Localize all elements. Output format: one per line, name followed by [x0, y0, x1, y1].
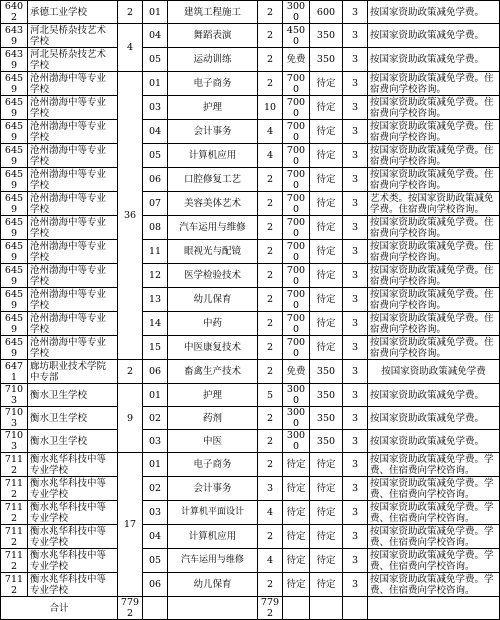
school-name: 沧州渤海中等专业学校: [28, 336, 118, 360]
note-text: 按国家资助政策减免学费。: [368, 24, 500, 48]
school-code: 6402: [1, 1, 28, 24]
major-number: 12: [143, 264, 168, 288]
school-count: 9: [118, 384, 143, 453]
fee-value: 待定: [310, 264, 343, 288]
major-number: 08: [143, 216, 168, 240]
major-length: 2: [258, 312, 283, 336]
school-code: 7103: [1, 430, 28, 453]
plan-value: 7000: [283, 312, 310, 336]
fee-value: 待定: [310, 288, 343, 312]
major-length: 2: [258, 240, 283, 264]
major-number: 15: [143, 336, 168, 360]
major-number: 13: [143, 288, 168, 312]
total-count: 7792: [118, 597, 143, 620]
school-code: 6439: [1, 48, 28, 72]
school-name: 沧州渤海中等专业学校: [28, 144, 118, 168]
major-name: 汽车运用与维修: [168, 216, 258, 240]
fee-value: 350: [310, 48, 343, 72]
fee-value: 待定: [310, 96, 343, 120]
table-row: [1, 501, 500, 525]
years-value: 3: [343, 144, 368, 168]
school-code: 7112: [1, 477, 28, 501]
major-length: 2: [258, 192, 283, 216]
years-value: 3: [343, 264, 368, 288]
years-value: 3: [343, 477, 368, 501]
fee-value: 待定: [310, 216, 343, 240]
school-name: 衡水兆华科技中等专业学校: [28, 525, 118, 549]
major-length: 2: [258, 525, 283, 549]
fee-value: 350: [310, 24, 343, 48]
major-length: 2: [258, 453, 283, 477]
note-text: 按国家资助政策减免学费。: [368, 430, 500, 453]
school-code: 6439: [1, 24, 28, 48]
major-number: 03: [143, 501, 168, 525]
school-code: 6459: [1, 120, 28, 144]
note-text: 按国家资助政策减免学费。住宿费向学校咨询。: [368, 144, 500, 168]
total-label: 合计: [1, 597, 118, 620]
major-number: 02: [143, 407, 168, 430]
major-name: 会计事务: [168, 120, 258, 144]
note-text: 按国家资助政策减免学费。学费、住宿费向学校咨询。: [368, 549, 500, 573]
table-row: [1, 192, 500, 216]
table-row: [1, 453, 500, 477]
school-name: 沧州渤海中等专业学校: [28, 96, 118, 120]
years-value: 3: [343, 501, 368, 525]
major-length: 2: [258, 72, 283, 96]
total-empty-plan: [283, 597, 310, 620]
fee-value: 350: [310, 384, 343, 407]
table-row: [1, 407, 500, 430]
fee-value: 待定: [310, 192, 343, 216]
major-name: 计算机平面设计: [168, 501, 258, 525]
years-value: 3: [343, 549, 368, 573]
years-value: 3: [343, 453, 368, 477]
note-text: 按国家资助政策减免学费。: [368, 407, 500, 430]
major-length: 4: [258, 120, 283, 144]
plan-value: 待定: [283, 501, 310, 525]
table-row: [1, 96, 500, 120]
plan-value: 3000: [283, 384, 310, 407]
table-row: [1, 216, 500, 240]
major-length: 2: [258, 360, 283, 384]
school-name: 廊坊职业技术学院中专部: [28, 360, 118, 384]
major-name: 会计事务: [168, 477, 258, 501]
note-text: 按国家资助政策减免学费。: [368, 1, 500, 24]
major-number: 01: [143, 1, 168, 24]
plan-value: 待定: [283, 477, 310, 501]
major-length: 2: [258, 168, 283, 192]
major-length: 2: [258, 336, 283, 360]
major-length: 2: [258, 216, 283, 240]
school-code: 6459: [1, 336, 28, 360]
school-code: 6459: [1, 96, 28, 120]
major-name: 中医康复技术: [168, 336, 258, 360]
fee-value: 待定: [310, 72, 343, 96]
school-code: 6459: [1, 240, 28, 264]
major-name: 护理: [168, 384, 258, 407]
school-code: 6459: [1, 192, 28, 216]
major-name: 护理: [168, 96, 258, 120]
fee-value: 待定: [310, 120, 343, 144]
table-row: [1, 312, 500, 336]
table-row: [1, 525, 500, 549]
plan-value: 7000: [283, 144, 310, 168]
total-empty-fee: [310, 597, 343, 620]
major-number: 05: [143, 549, 168, 573]
note-text: 按国家资助政策减免学费。学费、住宿费向学校咨询。: [368, 525, 500, 549]
note-text: 按国家资助政策减免学费。住宿费向学校咨询。: [368, 72, 500, 96]
major-number: 05: [143, 144, 168, 168]
school-code: 6459: [1, 168, 28, 192]
table-row: [1, 168, 500, 192]
school-name: 沧州渤海中等专业学校: [28, 240, 118, 264]
major-number: 06: [143, 573, 168, 597]
plan-value: 7000: [283, 264, 310, 288]
total-row: [1, 597, 500, 620]
years-value: 3: [343, 430, 368, 453]
plan-value: 免费: [283, 360, 310, 384]
years-value: 3: [343, 312, 368, 336]
years-value: 3: [343, 573, 368, 597]
plan-value: 待定: [283, 453, 310, 477]
major-length: 2: [258, 1, 283, 24]
note-text: 按国家资助政策减免学费。住宿费向学校咨询。: [368, 120, 500, 144]
note-text: 按国家资助政策减免学费: [368, 360, 500, 384]
plan-value: 待定: [283, 549, 310, 573]
school-code: 6459: [1, 216, 28, 240]
years-value: 3: [343, 168, 368, 192]
note-text: 按国家资助政策减免学费。学费、住宿费向学校咨询。: [368, 573, 500, 597]
table-row: [1, 72, 500, 96]
total-empty-major: [168, 597, 258, 620]
major-name: 口腔修复工艺: [168, 168, 258, 192]
major-name: 幼儿保育: [168, 573, 258, 597]
plan-value: 3000: [283, 430, 310, 453]
major-number: 01: [143, 72, 168, 96]
years-value: 3: [343, 384, 368, 407]
school-code: 7103: [1, 407, 28, 430]
school-code: 6471: [1, 360, 28, 384]
years-value: 3: [343, 336, 368, 360]
table-row: [1, 48, 500, 72]
major-number: 01: [143, 384, 168, 407]
note-text: 按国家资助政策减免学费。住宿费向学校咨询。: [368, 336, 500, 360]
major-name: 中药: [168, 312, 258, 336]
school-code: 6459: [1, 144, 28, 168]
plan-value: 7000: [283, 96, 310, 120]
table-row: [1, 549, 500, 573]
note-text: 按国家资助政策减免学费。: [368, 48, 500, 72]
total-empty-years: [343, 597, 368, 620]
major-name: 眼视光与配镜: [168, 240, 258, 264]
school-name: 衡水兆华科技中等专业学校: [28, 573, 118, 597]
major-number: 06: [143, 168, 168, 192]
years-value: 3: [343, 360, 368, 384]
major-number: 01: [143, 453, 168, 477]
fee-value: 待定: [310, 144, 343, 168]
school-code: 6459: [1, 312, 28, 336]
major-length: 2: [258, 407, 283, 430]
major-number: 04: [143, 525, 168, 549]
school-name: 衡水兆华科技中等专业学校: [28, 477, 118, 501]
table-row: [1, 288, 500, 312]
plan-value: 3000: [283, 1, 310, 24]
school-name: 衡水卫生学校: [28, 407, 118, 430]
table-row: [1, 336, 500, 360]
fee-value: 待定: [310, 549, 343, 573]
major-number: 03: [143, 430, 168, 453]
table-row: [1, 384, 500, 407]
fee-value: 600: [310, 1, 343, 24]
plan-value: 4500: [283, 24, 310, 48]
note-text: 按国家资助政策减免学费。学费、住宿费向学校咨询。: [368, 477, 500, 501]
years-value: 3: [343, 48, 368, 72]
major-name: 中医: [168, 430, 258, 453]
school-name: 承德工业学校: [28, 1, 118, 24]
fee-value: 350: [310, 430, 343, 453]
note-text: 按国家资助政策减免学费。住宿费向学校咨询。: [368, 264, 500, 288]
major-number: 04: [143, 24, 168, 48]
table-row: [1, 1, 500, 24]
major-length: 5: [258, 384, 283, 407]
fee-value: 待定: [310, 240, 343, 264]
major-number: 05: [143, 48, 168, 72]
major-length: 2: [258, 288, 283, 312]
major-length: 4: [258, 501, 283, 525]
major-name: 医学检验技术: [168, 264, 258, 288]
fee-value: 待定: [310, 453, 343, 477]
school-name: 河北吴桥杂技艺术学校: [28, 48, 118, 72]
school-name: 衡水兆华科技中等专业学校: [28, 453, 118, 477]
school-name: 沧州渤海中等专业学校: [28, 216, 118, 240]
school-code: 7112: [1, 525, 28, 549]
major-name: 汽车运用与维修: [168, 549, 258, 573]
school-name: 沧州渤海中等专业学校: [28, 288, 118, 312]
note-text: 按国家资助政策减免学费。: [368, 384, 500, 407]
total-empty-note: [368, 597, 500, 620]
major-name: 建筑工程施工: [168, 1, 258, 24]
plan-value: 7000: [283, 288, 310, 312]
major-name: 幼儿保育: [168, 288, 258, 312]
school-name: 沧州渤海中等专业学校: [28, 312, 118, 336]
school-name: 沧州渤海中等专业学校: [28, 72, 118, 96]
fee-value: 350: [310, 407, 343, 430]
major-number: 03: [143, 96, 168, 120]
years-value: 3: [343, 24, 368, 48]
note-text: 按国家资助政策减免学费。住宿费向学校咨询。: [368, 216, 500, 240]
plan-value: 7000: [283, 192, 310, 216]
school-count: 4: [118, 24, 143, 72]
note-text: 按国家资助政策减免学费。学费、住宿费向学校咨询。: [368, 501, 500, 525]
total-empty-no: [143, 597, 168, 620]
school-count: 2: [118, 360, 143, 384]
fee-value: 350: [310, 360, 343, 384]
years-value: 3: [343, 525, 368, 549]
major-number: 04: [143, 120, 168, 144]
years-value: 3: [343, 72, 368, 96]
years-value: 3: [343, 120, 368, 144]
major-length: 4: [258, 549, 283, 573]
plan-value: 3000: [283, 407, 310, 430]
school-count: 17: [118, 453, 143, 597]
school-code: 7112: [1, 573, 28, 597]
major-number: 07: [143, 192, 168, 216]
note-text: 艺术类。按国家资助政策减免学费。住宿费向学校咨询。: [368, 192, 500, 216]
note-text: 按国家资助政策减免学费。住宿费向学校咨询。: [368, 312, 500, 336]
major-length: 2: [258, 48, 283, 72]
school-count: 2: [118, 1, 143, 24]
note-text: 按国家资助政策减免学费。学费、住宿费向学校咨询。: [368, 453, 500, 477]
school-code: 7112: [1, 501, 28, 525]
fee-value: 待定: [310, 501, 343, 525]
major-name: 电子商务: [168, 453, 258, 477]
fee-value: 待定: [310, 573, 343, 597]
table-row: [1, 144, 500, 168]
plan-value: 7000: [283, 72, 310, 96]
major-name: 舞蹈表演: [168, 24, 258, 48]
table-row: [1, 430, 500, 453]
school-name: 衡水卫生学校: [28, 430, 118, 453]
plan-value: 7000: [283, 216, 310, 240]
table-row: [1, 477, 500, 501]
years-value: 3: [343, 216, 368, 240]
major-length: 3: [258, 477, 283, 501]
major-length: 2: [258, 264, 283, 288]
table-row: [1, 120, 500, 144]
table-row: [1, 240, 500, 264]
major-number: 02: [143, 477, 168, 501]
table-row: [1, 573, 500, 597]
school-code: 7112: [1, 549, 28, 573]
table-row: [1, 24, 500, 48]
plan-value: 免费: [283, 48, 310, 72]
school-name: 沧州渤海中等专业学校: [28, 120, 118, 144]
major-length: 4: [258, 144, 283, 168]
note-text: 按国家资助政策减免学费。住宿费向学校咨询。: [368, 240, 500, 264]
school-code: 7103: [1, 384, 28, 407]
major-number: 14: [143, 312, 168, 336]
table-row: [1, 360, 500, 384]
school-name: 衡水兆华科技中等专业学校: [28, 549, 118, 573]
note-text: 按国家资助政策减免学费。住宿费向学校咨询。: [368, 96, 500, 120]
years-value: 3: [343, 1, 368, 24]
plan-value: 7000: [283, 336, 310, 360]
fee-value: 待定: [310, 477, 343, 501]
school-code: 6459: [1, 288, 28, 312]
major-length: 2: [258, 24, 283, 48]
major-length: 2: [258, 430, 283, 453]
table-row: [1, 264, 500, 288]
school-name: 衡水卫生学校: [28, 384, 118, 407]
school-name: 衡水兆华科技中等专业学校: [28, 501, 118, 525]
major-name: 畜禽生产技术: [168, 360, 258, 384]
plan-value: 待定: [283, 573, 310, 597]
major-number: 06: [143, 360, 168, 384]
years-value: 3: [343, 96, 368, 120]
years-value: 3: [343, 192, 368, 216]
years-value: 3: [343, 240, 368, 264]
note-text: 按国家资助政策减免学费。住宿费向学校咨询。: [368, 168, 500, 192]
plan-value: 7000: [283, 240, 310, 264]
plan-value: 7000: [283, 168, 310, 192]
school-code: 7112: [1, 453, 28, 477]
school-name: 沧州渤海中等专业学校: [28, 192, 118, 216]
school-name: 沧州渤海中等专业学校: [28, 264, 118, 288]
major-name: 运动训练: [168, 48, 258, 72]
fee-value: 待定: [310, 336, 343, 360]
school-name: 沧州渤海中等专业学校: [28, 168, 118, 192]
plan-value: 7000: [283, 120, 310, 144]
major-number: 11: [143, 240, 168, 264]
fee-value: 待定: [310, 312, 343, 336]
school-name: 河北吴桥杂技艺术学校: [28, 24, 118, 48]
major-name: 药剂: [168, 407, 258, 430]
school-code: 6459: [1, 264, 28, 288]
major-length: 2: [258, 573, 283, 597]
total-length: 7792: [258, 597, 283, 620]
major-name: 计算机应用: [168, 525, 258, 549]
fee-value: 待定: [310, 525, 343, 549]
major-name: 美容美体艺术: [168, 192, 258, 216]
major-name: 计算机应用: [168, 144, 258, 168]
fee-value: 待定: [310, 168, 343, 192]
major-length: 10: [258, 96, 283, 120]
years-value: 3: [343, 288, 368, 312]
note-text: 按国家资助政策减免学费。住宿费向学校咨询。: [368, 288, 500, 312]
major-name: 电子商务: [168, 72, 258, 96]
plan-value: 待定: [283, 525, 310, 549]
years-value: 3: [343, 407, 368, 430]
school-code: 6459: [1, 72, 28, 96]
school-count: 36: [118, 72, 143, 360]
